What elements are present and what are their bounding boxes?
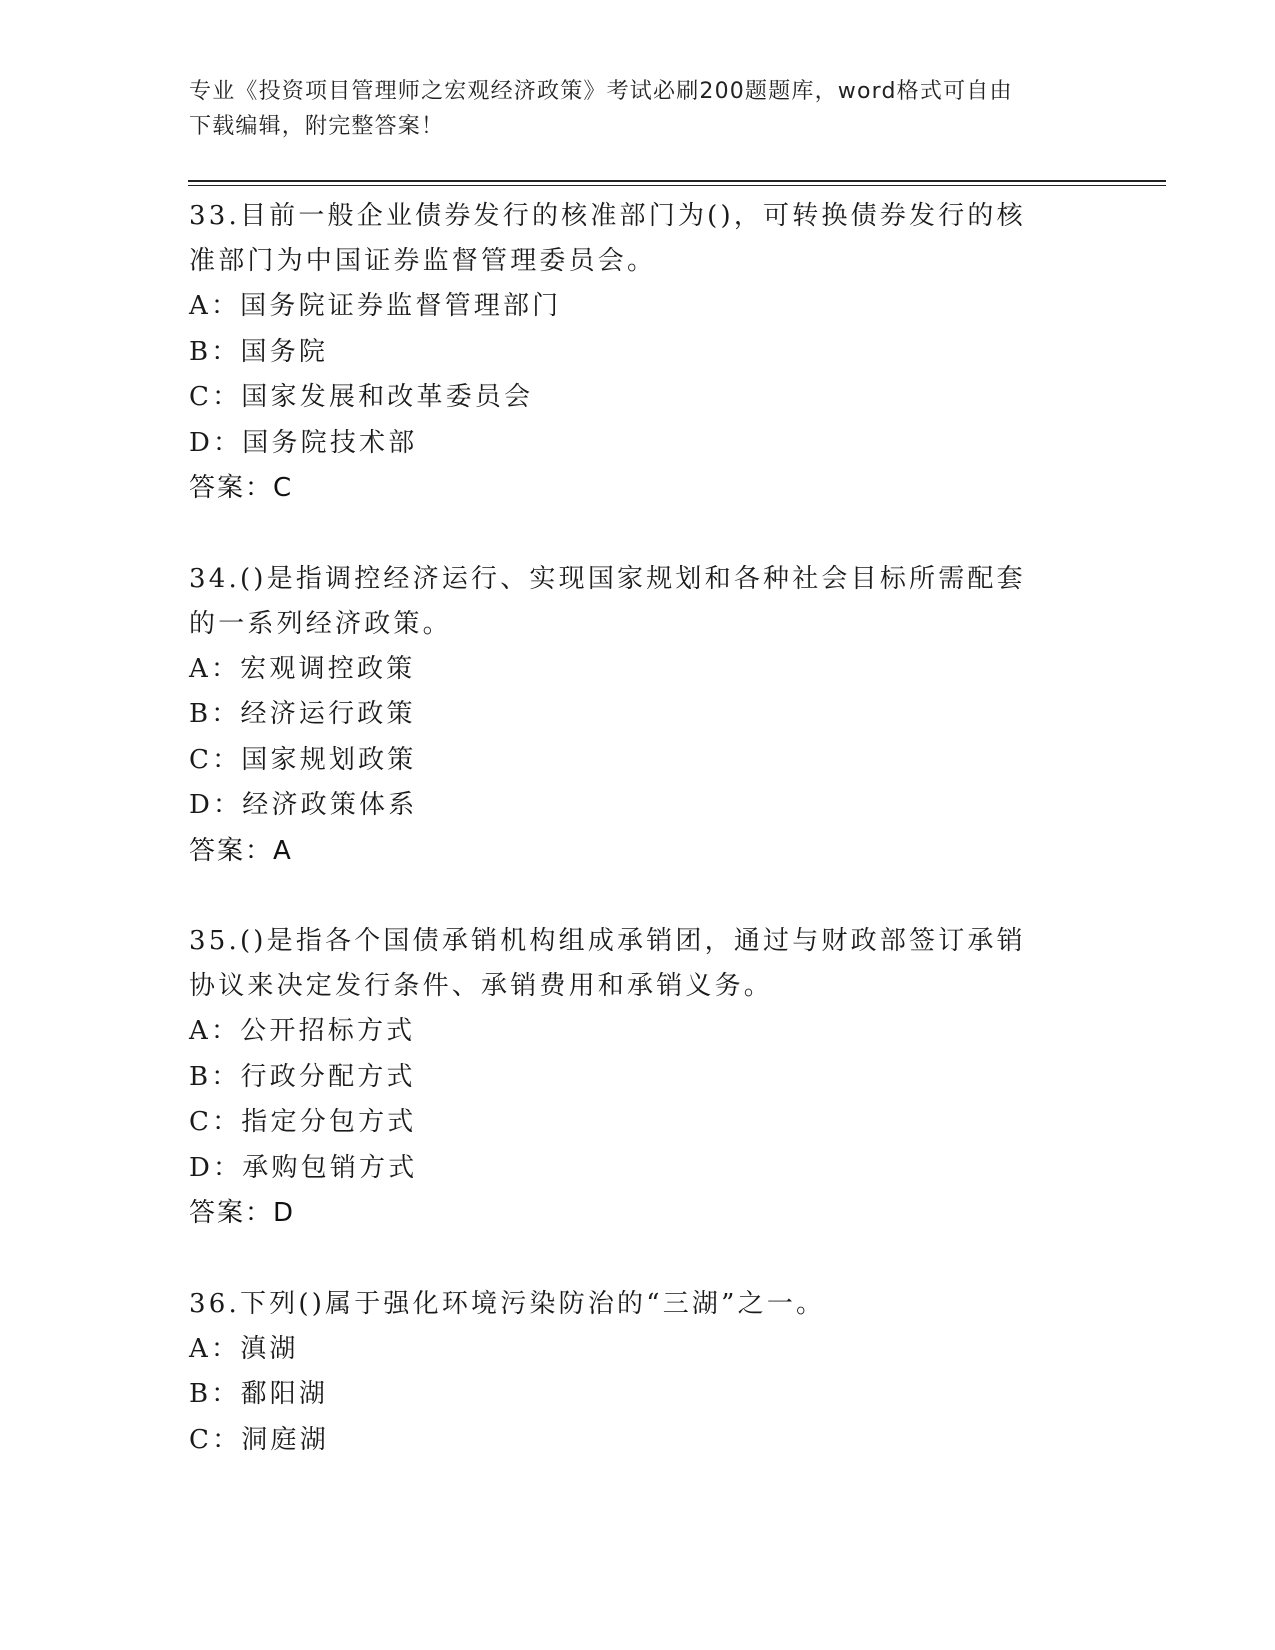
option-c: C：洞庭湖 bbox=[189, 1424, 329, 1455]
option-a: A：公开招标方式 bbox=[189, 1016, 416, 1046]
option-a: A：滇湖 bbox=[189, 1333, 299, 1364]
option-b: B：行政分配方式 bbox=[189, 1061, 416, 1092]
option-b: B：国务院 bbox=[189, 336, 329, 367]
option-c: C：指定分包方式 bbox=[189, 1107, 417, 1137]
document-intro bbox=[189, 74, 1089, 144]
header-divider-thick bbox=[188, 180, 1166, 182]
question-stem: 34.()是指调控经济运行、实现国家规划和各种社会目标所需配套的一系列经济政策。 bbox=[189, 563, 1026, 639]
option-d: D：国务院技术部 bbox=[189, 427, 418, 458]
question-34 bbox=[189, 557, 1089, 875]
header-divider-thin bbox=[188, 185, 1166, 186]
option-c: C：国家规划政策 bbox=[189, 744, 417, 775]
question-stem: 36.下列()属于强化环境污染防治的“三湖”之一。 bbox=[189, 1288, 826, 1319]
option-d: D：经济政策体系 bbox=[189, 790, 418, 820]
question-stem: 33.目前一般企业债券发行的核准部门为()，可转换债券发行的核准部门为中国证券监督管理委员会。 bbox=[189, 201, 1026, 276]
answer-line: 答案：A bbox=[189, 835, 293, 866]
intro-line-2: 下载编辑，附完整答案！ bbox=[189, 114, 445, 139]
option-d: D：承购包销方式 bbox=[189, 1152, 418, 1183]
intro-line-1: 专业《投资项目管理师之宏观经济政策》考试必刷200题题库，word格式可自由 bbox=[189, 79, 1013, 104]
option-a: A：国务院证券监督管理部门 bbox=[189, 291, 562, 321]
question-36 bbox=[189, 1282, 1089, 1464]
option-b: B：经济运行政策 bbox=[189, 699, 416, 729]
option-c: C：国家发展和改革委员会 bbox=[189, 382, 534, 412]
option-a: A：宏观调控政策 bbox=[189, 653, 416, 684]
question-35 bbox=[189, 919, 1089, 1237]
answer-line: 答案：D bbox=[189, 1198, 296, 1228]
question-33 bbox=[189, 194, 1089, 512]
question-list bbox=[189, 194, 1089, 1508]
answer-line: 答案：C bbox=[189, 473, 294, 503]
question-stem: 35.()是指各个国债承销机构组成承销团，通过与财政部签订承销协议来决定发行条件、承销费用和承销义务。 bbox=[189, 926, 1026, 1001]
option-b: B：鄱阳湖 bbox=[189, 1379, 329, 1409]
